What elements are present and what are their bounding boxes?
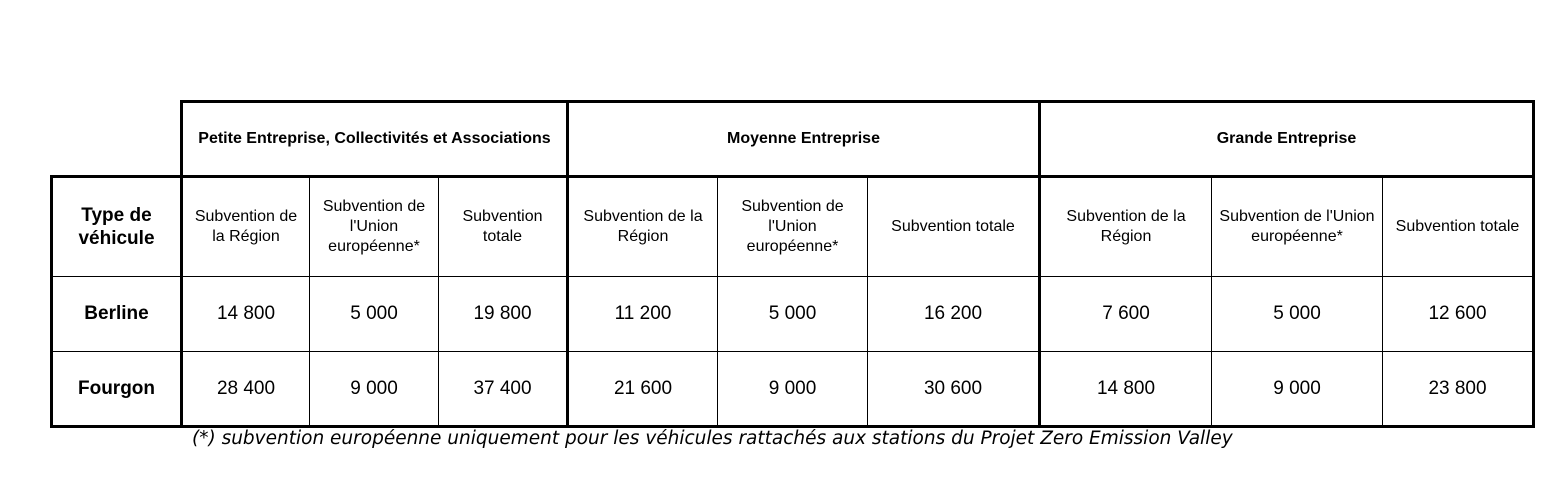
table-cell: 11 200 [568, 277, 718, 352]
group-header-large-enterprise: Grande Entreprise [1040, 102, 1534, 177]
table-cell: 14 800 [1040, 352, 1212, 427]
vehicle-type-header: Type de véhicule [52, 177, 182, 277]
column-header: Subvention de la Région [1040, 177, 1212, 277]
table-cell: 21 600 [568, 352, 718, 427]
table-cell: 23 800 [1383, 352, 1534, 427]
table-cell: 30 600 [868, 352, 1040, 427]
table-row [52, 352, 1534, 427]
column-header: Subvention de la Région [568, 177, 718, 277]
group-header-small-enterprise: Petite Entreprise, Collectivités et Associations [182, 102, 568, 177]
column-header: Subvention de la Région [182, 177, 310, 277]
table-cell: 9 000 [310, 352, 439, 427]
table-cell: 28 400 [182, 352, 310, 427]
column-header: Subvention totale [868, 177, 1040, 277]
table-cell: 12 600 [1383, 277, 1534, 352]
row-label-fourgon: Fourgon [52, 352, 182, 427]
table-cell: 7 600 [1040, 277, 1212, 352]
table-cell: 14 800 [182, 277, 310, 352]
column-header: Subvention de l'Union européenne* [310, 177, 439, 277]
table-cell: 5 000 [718, 277, 868, 352]
table-cell: 37 400 [439, 352, 568, 427]
table-cell: 9 000 [718, 352, 868, 427]
subsidy-table [50, 100, 1535, 428]
footnote: (*) subvention européenne uniquement pour les véhicules rattachés aux stations du Projet Zero Emission Valley [192, 428, 1233, 449]
table-cell: 5 000 [1212, 277, 1383, 352]
table-cell: 19 800 [439, 277, 568, 352]
table-cell: 5 000 [310, 277, 439, 352]
table-cell: 16 200 [868, 277, 1040, 352]
column-header: Subvention totale [439, 177, 568, 277]
group-header-row [52, 102, 1534, 177]
subheader-row [52, 177, 1534, 277]
row-label-berline: Berline [52, 277, 182, 352]
column-header: Subvention de l'Union européenne* [1212, 177, 1383, 277]
table-cell: 9 000 [1212, 352, 1383, 427]
column-header: Subvention de l'Union européenne* [718, 177, 868, 277]
column-header: Subvention totale [1383, 177, 1534, 277]
group-header-medium-enterprise: Moyenne Entreprise [568, 102, 1040, 177]
empty-corner-cell [52, 102, 182, 177]
table-row [52, 277, 1534, 352]
